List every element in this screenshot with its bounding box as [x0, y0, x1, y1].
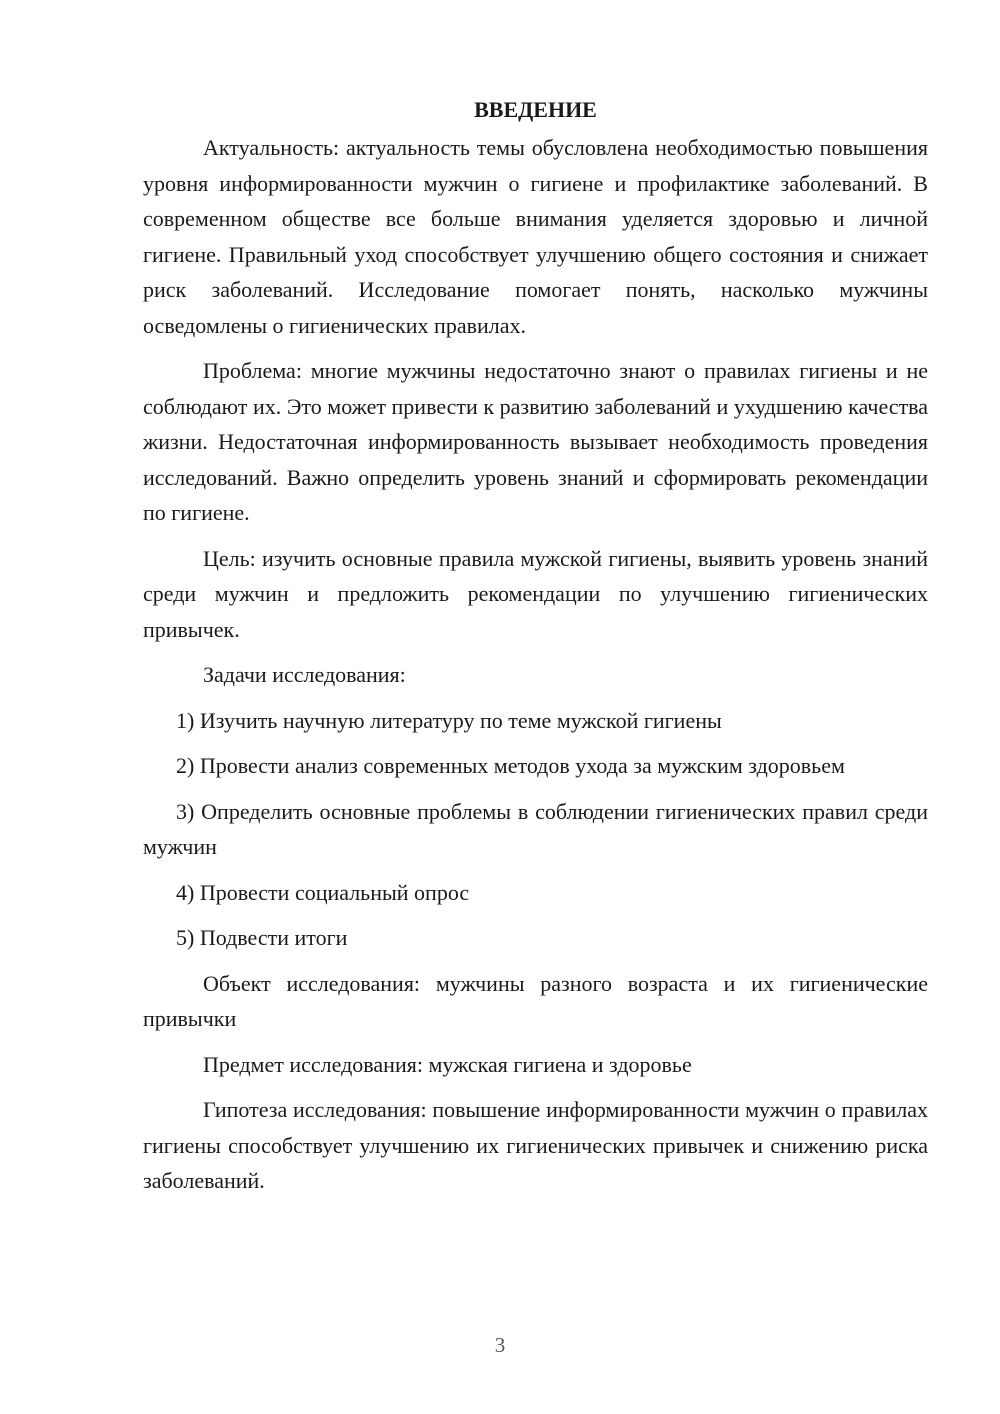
paragraph-relevance: Актуальность: актуальность темы обусловлена необходимостью повышения уровня информированности мужчин о гигиене и профилактике заболеваний. В современном обществе все больше внимания уделяется здоровью и личной гигиене. Правильный уход способствует улучшению общего состояния и снижает риск заболеваний. Исследование помогает понять, насколько мужчины осведомлены о гигиенических правилах. [143, 135, 928, 338]
task-item: 3) Определить основные проблемы в соблюдении гигиенических правил среди мужчин [143, 798, 928, 859]
tasks-heading: Задачи исследования: [203, 662, 406, 687]
task-item: 2) Провести анализ современных методов ухода за мужским здоровьем [176, 753, 845, 778]
paragraph-goal: Цель: изучить основные правила мужской гигиены, выявить уровень знаний среди мужчин и предложить рекомендации по улучшению гигиенических привычек. [143, 545, 928, 642]
task-item: 1) Изучить научную литературу по теме мужской гигиены [176, 707, 722, 733]
task-item: 4) Провести социальный опрос [176, 879, 470, 905]
paragraph-object: Объект исследования: мужчины разного возраста и их гигиенические привычки [143, 970, 928, 1031]
paragraph-subject: Предмет исследования: мужская гигиена и здоровье [203, 1051, 692, 1077]
paragraph-hypothesis: Гипотеза исследования: повышение информированности мужчин о правилах гигиены способствует улучшению их гигиенических привычек и снижению риска заболеваний. [143, 1097, 928, 1193]
paragraph-problem: Проблема: многие мужчины недостаточно знают о правилах гигиены и не соблюдают их. Это может привести к развитию заболеваний и ухудшению качества жизни. Недостаточная информированность вызывает необходимость проведения исследований. Важно определить уровень знаний и сформировать рекомендации по гигиене. [143, 358, 928, 525]
page-title: ВВЕДЕНИЕ [474, 97, 597, 122]
page-number: 3 [494, 1333, 506, 1357]
task-item: 5) Подвести итоги [176, 925, 348, 950]
